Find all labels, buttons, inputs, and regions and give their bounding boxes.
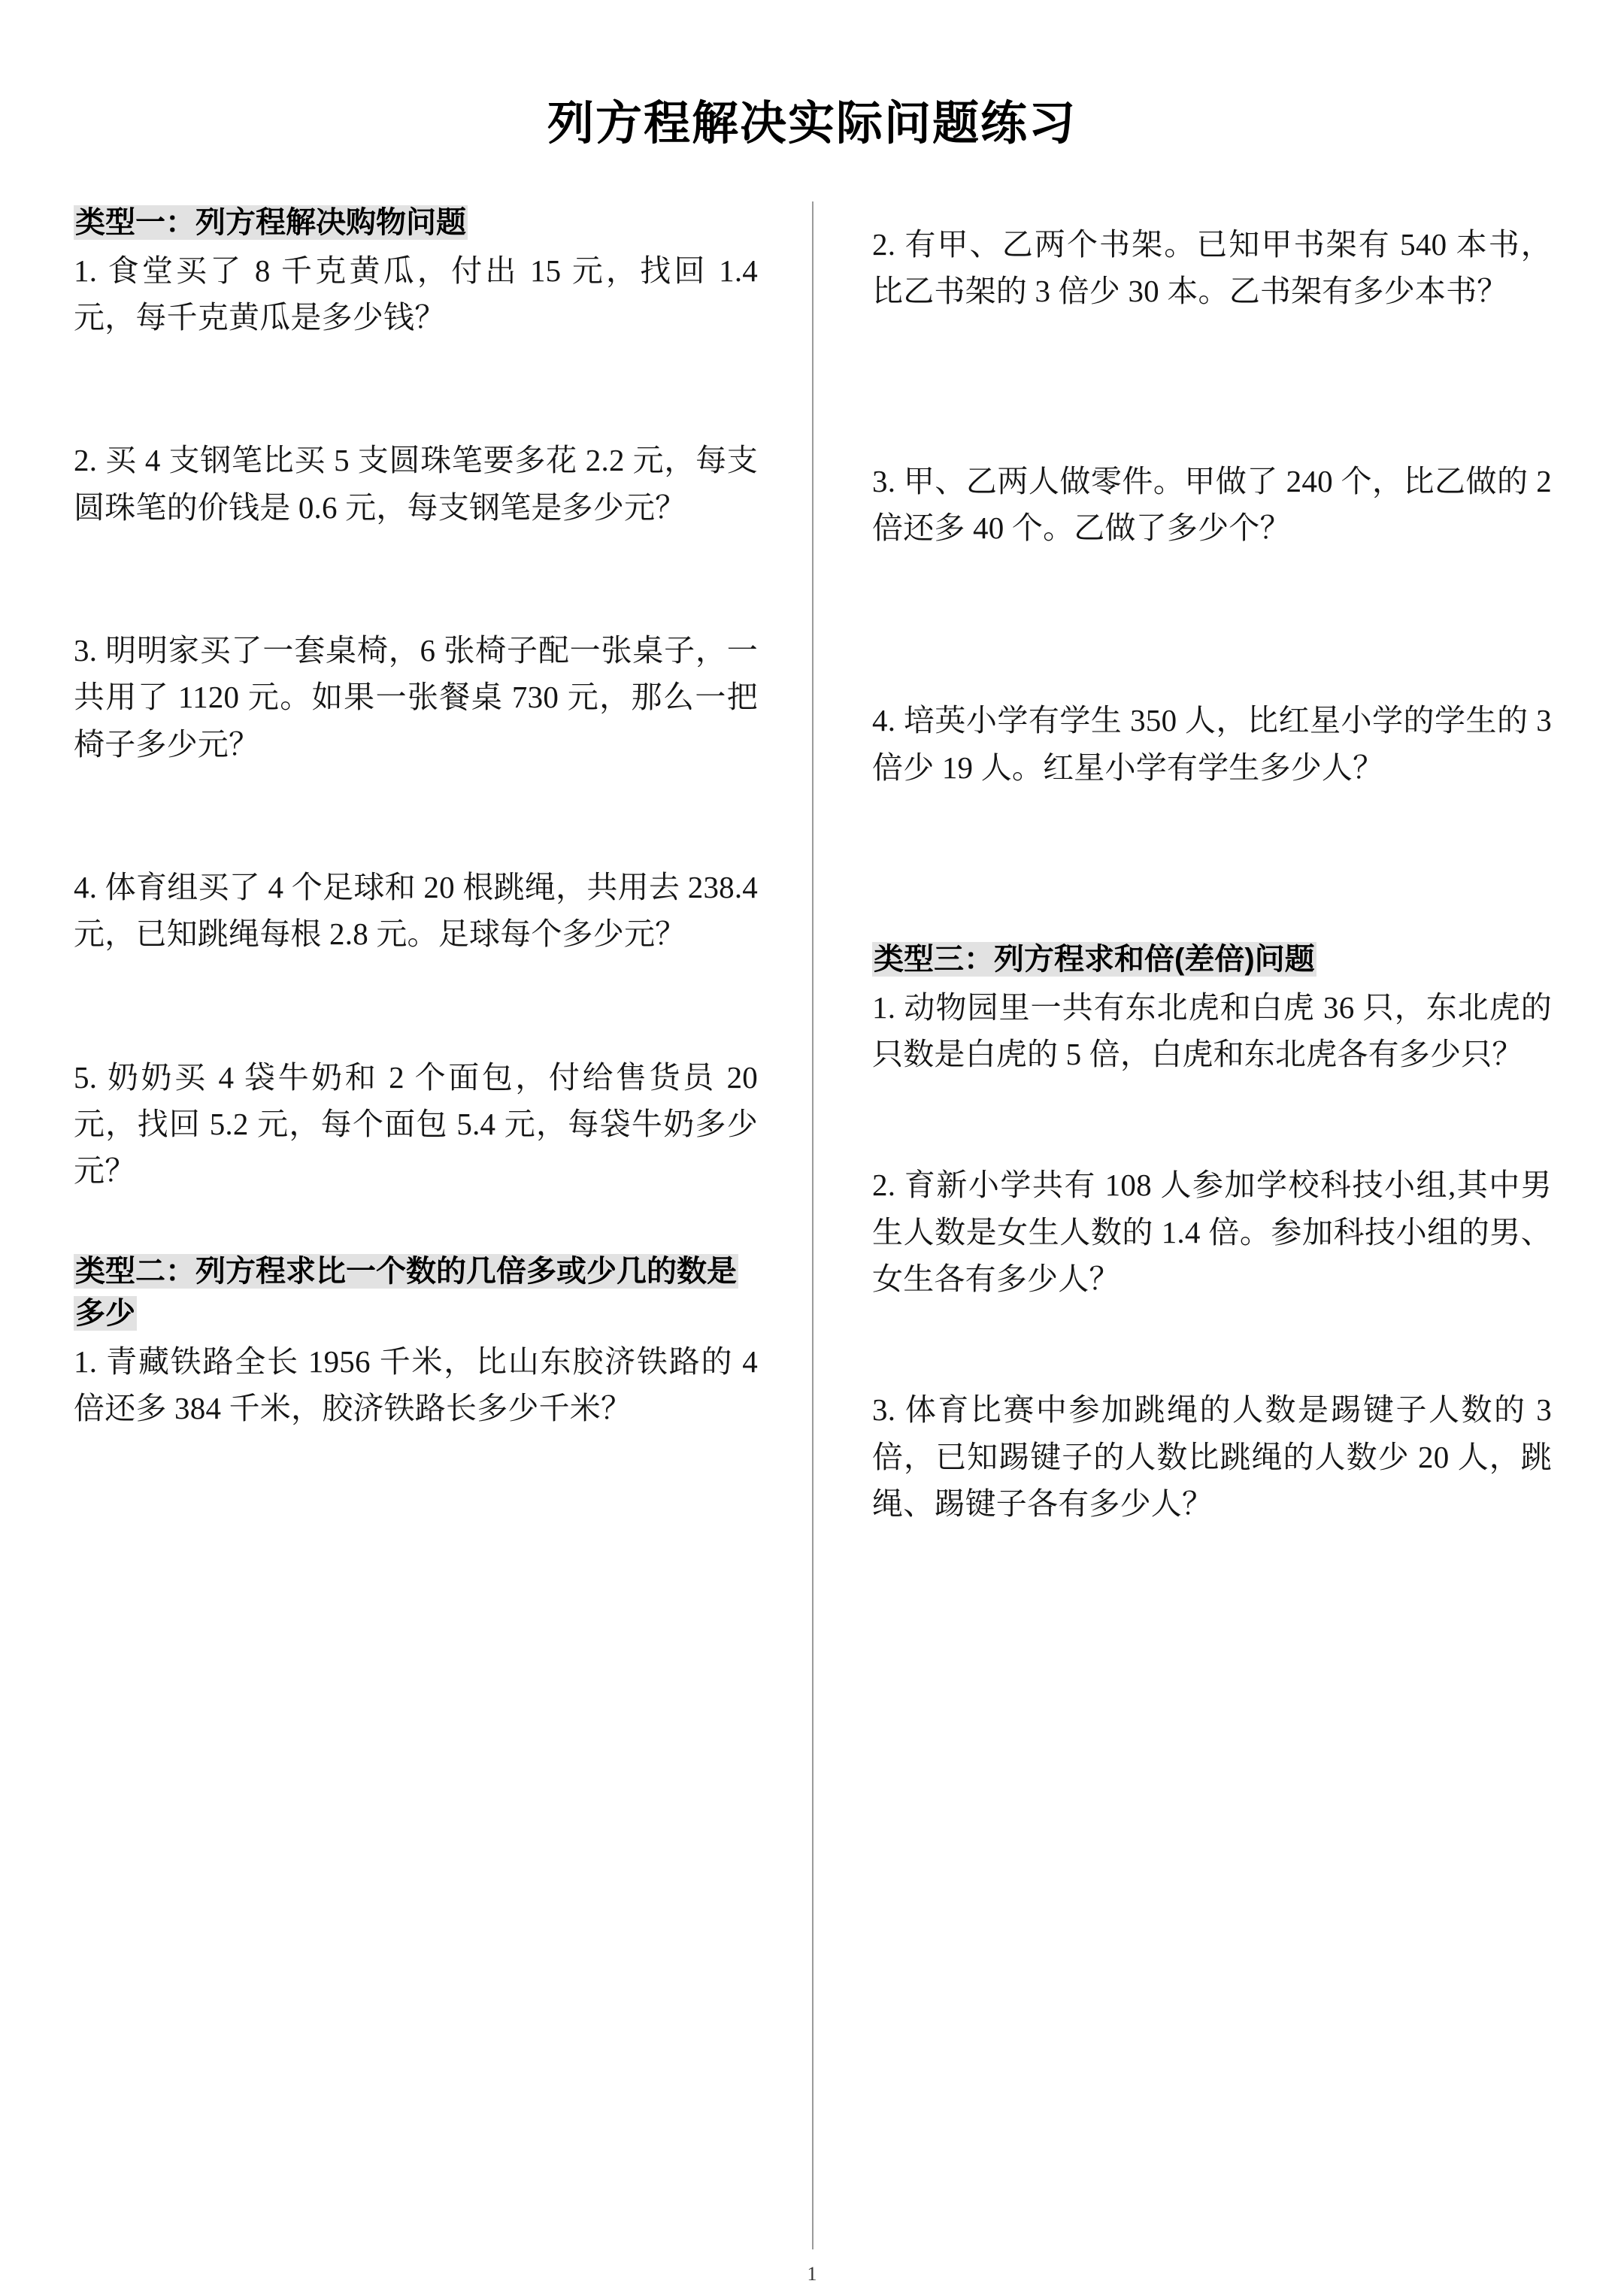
two-column-body (0, 201, 1624, 2251)
spacer (872, 551, 1552, 697)
question-item: 3. 甲、乙两人做零件。甲做了 240 个，比乙做的 2 倍还多 40 个。乙做了多少个？ (872, 463, 1552, 545)
question-item: 1. 动物园里一共有东北虎和白虎 36 只，东北虎的只数是白虎的 5 倍，白虎和东北虎各有多少只？ (872, 989, 1552, 1071)
question-item: 2. 有甲、乙两个书架。已知甲书架有 540 本书，比乙书架的 3 倍少 30 本。乙书架有多少本书？ (872, 227, 1552, 309)
page-number: 1 (807, 2263, 817, 2285)
question-item: 3. 体育比赛中参加跳绳的人数是踢键子人数的 3 倍，已知踢键子的人数比跳绳的人数少 20 人，跳绳、踢键子各有多少人？ (872, 1392, 1552, 1521)
spacer (872, 201, 1552, 221)
question-item: 3. 明明家买了一套桌椅，6 张椅子配一张桌子，一共用了 1120 元。如果一张餐桌 730 元，那么一把椅子多少元？ (74, 633, 758, 762)
spacer (74, 1195, 758, 1250)
section-heading-type2 (74, 1250, 758, 1336)
spacer (74, 768, 758, 864)
spacer (872, 1077, 1552, 1162)
question-item: 2. 买 4 支钢笔比买 5 支圆珠笔要多花 2.2 元，每支圆珠笔的价钱是 0.6 元，每支钢笔是多少元？ (74, 443, 758, 525)
question-item: 4. 体育组买了 4 个足球和 20 根跳绳，共用去 238.4 元，已知跳绳每根 2.8 元。足球每个多少元？ (74, 869, 758, 952)
spacer (74, 531, 758, 627)
section-heading-type3-text: 类型三：列方程求和倍(差倍)问题 (874, 942, 1315, 976)
question-item: 2. 育新小学共有 108 人参加学校科技小组,其中男生人数是女生人数的 1.4 倍。参加科技小组的男、女生各有多少人？ (872, 1168, 1552, 1296)
page-title: 列方程解决实际问题练习 (547, 98, 1077, 150)
section-heading-type2-text: 类型二：列方程求比一个数的几倍多或少几的数是多少 (75, 1254, 737, 1331)
right-column (814, 201, 1624, 2251)
spacer (74, 341, 758, 437)
spacer (872, 791, 1552, 938)
question-item: 1. 食堂买了 8 千克黄瓜，付出 15 元，找回 1.4 元，每千克黄瓜是多少钱？ (74, 253, 758, 335)
question-item: 1. 青藏铁路全长 1956 千米，比山东胶济铁路的 4 倍还多 384 千米，胶济铁路长多少千米？ (74, 1344, 758, 1426)
question-item: 4. 培英小学有学生 350 人，比红星小学的学生的 3 倍少 19 人。红星小学有学生多少人？ (872, 703, 1552, 785)
spacer (74, 958, 758, 1054)
spacer (872, 1302, 1552, 1386)
section-heading-type1-text: 类型一：列方程解决购物问题 (75, 206, 466, 239)
spacer (872, 315, 1552, 458)
question-item: 5. 奶奶买 4 袋牛奶和 2 个面包，付给售货员 20 元，找回 5.2 元，每个面包 5.4 元，每袋牛奶多少元？ (74, 1059, 758, 1189)
section-heading-type1 (74, 201, 758, 244)
left-column (0, 201, 814, 2251)
section-heading-type3 (872, 938, 1552, 981)
